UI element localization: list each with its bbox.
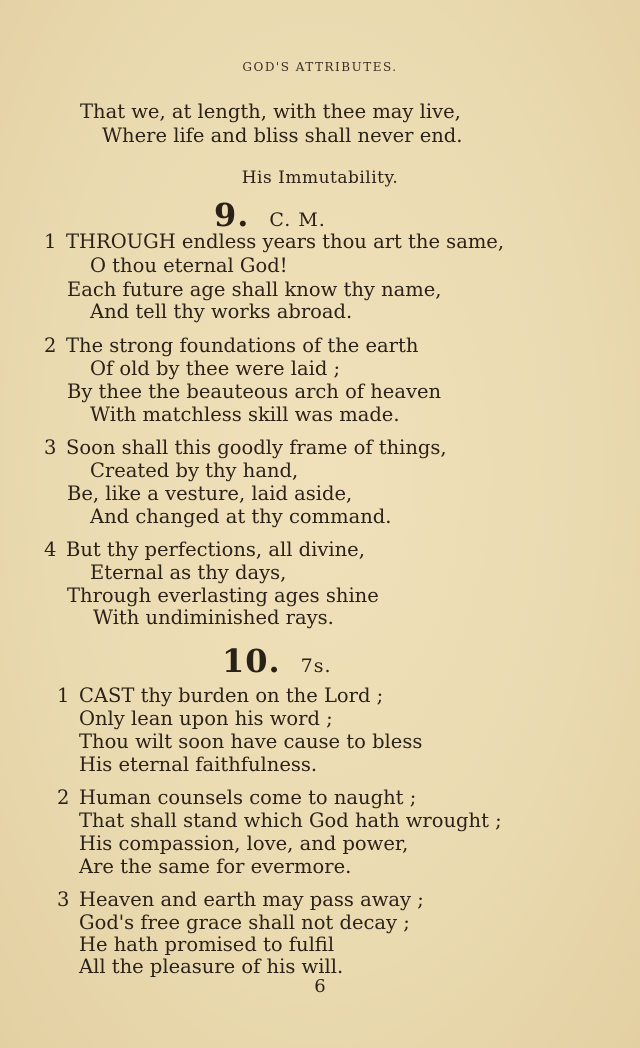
page-number: 6 — [314, 976, 326, 997]
verse-line: Of old by thee were laid ; — [90, 357, 341, 380]
verse-line: And changed at thy command. — [90, 505, 392, 528]
verse-line: Are the same for evermore. — [79, 855, 352, 878]
verse-text: But thy perfections, all divine, — [66, 538, 365, 561]
verse-line: Be, like a vesture, laid aside, — [67, 482, 353, 505]
hymn-meter: 7s. — [300, 655, 332, 677]
hymn-10-heading — [222, 642, 332, 680]
verse-line: With matchless skill was made. — [90, 403, 400, 426]
verse-text: Human counsels come to naught ; — [79, 786, 417, 809]
verse-line — [44, 232, 504, 252]
hymn-number: 10. — [222, 642, 281, 680]
verse-line — [44, 438, 447, 458]
section-title: His Immutability. — [241, 168, 399, 188]
hymn-number: 9. — [214, 196, 250, 234]
verse-line: God's free grace shall not decay ; — [79, 911, 410, 934]
verse-number: 1 — [44, 230, 57, 253]
verse-line: He hath promised to fulfil — [79, 933, 335, 956]
hymn-meter: C. M. — [269, 209, 326, 231]
verse-text: The strong foundations of the earth — [66, 334, 419, 357]
verse-line: With undiminished rays. — [93, 606, 334, 629]
verse-line: O thou eternal God! — [90, 254, 288, 277]
verse-line — [44, 336, 418, 356]
verse-line: His eternal faithfulness. — [79, 753, 318, 776]
verse-line — [57, 686, 383, 706]
verse-text: CAST thy burden on the Lord ; — [79, 684, 384, 707]
verse-text: Soon shall this goodly frame of things, — [66, 436, 447, 459]
verse-line: Each future age shall know thy name, — [67, 278, 442, 301]
verse-line: All the pleasure of his will. — [79, 955, 344, 978]
verse-line: And tell thy works abroad. — [90, 300, 353, 323]
verse-line — [57, 890, 424, 910]
verse-line: Only lean upon his word ; — [79, 707, 333, 730]
running-head: GOD'S ATTRIBUTES. — [242, 60, 398, 74]
previous-hymn-line: Where life and bliss shall never end. — [102, 124, 463, 147]
verse-number: 4 — [44, 538, 57, 561]
verse-number: 3 — [44, 436, 57, 459]
verse-line: Through everlasting ages shine — [67, 584, 379, 607]
verse-number: 1 — [57, 684, 70, 707]
previous-hymn-line: That we, at length, with thee may live, — [80, 100, 461, 123]
verse-line: His compassion, love, and power, — [79, 832, 409, 855]
verse-number: 2 — [44, 334, 57, 357]
verse-line: That shall stand which God hath wrought ; — [79, 809, 502, 832]
verse-line: By thee the beauteous arch of heaven — [67, 380, 442, 403]
verse-line: Created by thy hand, — [90, 459, 299, 482]
verse-number: 3 — [57, 888, 70, 911]
hymn-9-heading — [214, 196, 326, 234]
verse-line — [44, 540, 365, 560]
verse-text: Heaven and earth may pass away ; — [79, 888, 424, 911]
verse-line: Thou wilt soon have cause to bless — [79, 730, 423, 753]
verse-line: Eternal as thy days, — [90, 561, 287, 584]
verse-number: 2 — [57, 786, 70, 809]
verse-text: THROUGH endless years thou art the same, — [66, 230, 505, 253]
verse-line — [57, 788, 416, 808]
